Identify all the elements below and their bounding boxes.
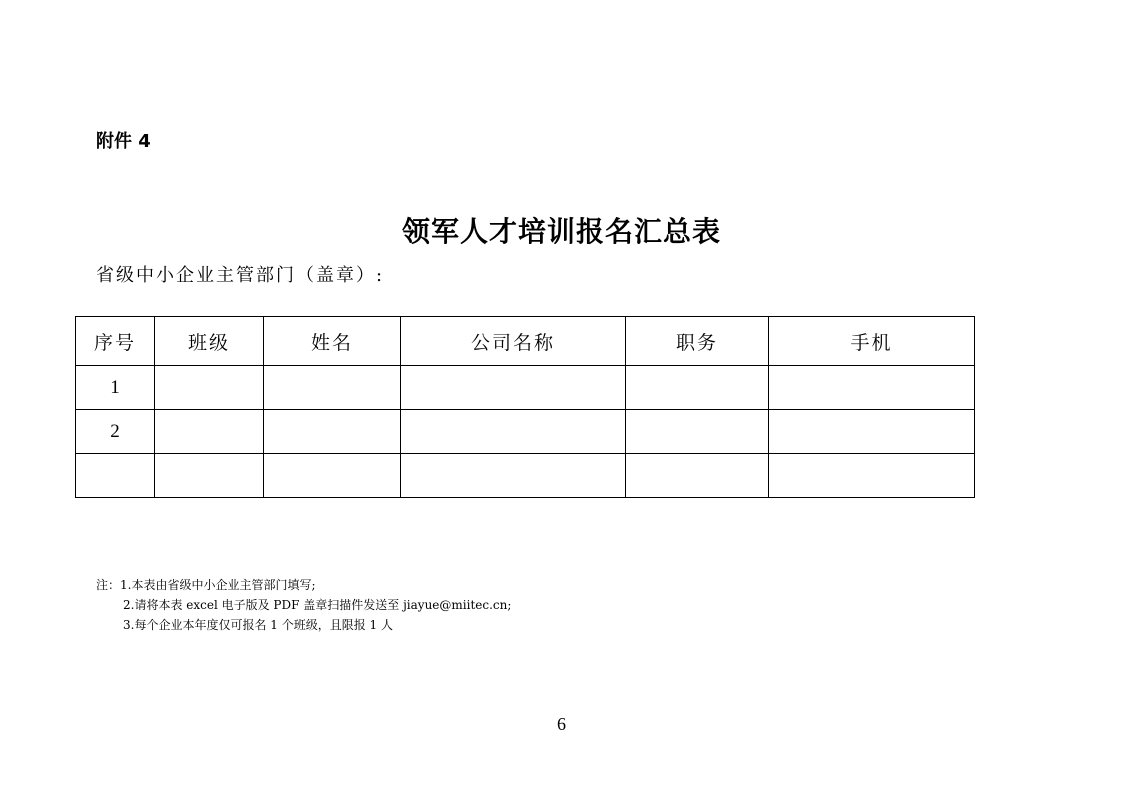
- header-name: 姓名: [264, 317, 401, 366]
- cell-class: [155, 410, 264, 454]
- cell-position: [626, 410, 769, 454]
- table-row: [76, 454, 975, 498]
- page-number: 6: [557, 714, 566, 734]
- header-serial-number: 序号: [76, 317, 155, 366]
- note-line: 3.每个企业本年度仅可报名 1 个班级，且限报 1 人: [123, 618, 393, 632]
- department-seal-line: 省级中小企业主管部门（盖章）:: [96, 265, 385, 286]
- note-line: 注：1.本表由省级中小企业主管部门填写;: [96, 578, 316, 592]
- document-title: 领军人才培训报名汇总表: [401, 215, 721, 248]
- cell-company-name: [401, 410, 626, 454]
- cell-name: [264, 366, 401, 410]
- cell-mobile: [769, 454, 975, 498]
- cell-class: [155, 454, 264, 498]
- cell-company-name: [401, 454, 626, 498]
- header-position: 职务: [626, 317, 769, 366]
- cell-serial-number: 2: [76, 410, 155, 454]
- table-header-row: [76, 317, 975, 366]
- cell-mobile: [769, 410, 975, 454]
- cell-serial-number: [76, 454, 155, 498]
- attachment-label: 附件 4: [96, 131, 151, 152]
- cell-position: [626, 366, 769, 410]
- registration-table: [75, 316, 975, 498]
- header-class: 班级: [155, 317, 264, 366]
- cell-name: [264, 454, 401, 498]
- table-row: [76, 366, 975, 410]
- header-mobile: 手机: [769, 317, 975, 366]
- cell-class: [155, 366, 264, 410]
- cell-position: [626, 454, 769, 498]
- table-row: [76, 410, 975, 454]
- cell-mobile: [769, 366, 975, 410]
- cell-serial-number: 1: [76, 366, 155, 410]
- notes-block: [96, 575, 511, 635]
- cell-name: [264, 410, 401, 454]
- header-company-name: 公司名称: [401, 317, 626, 366]
- note-line: 2.请将本表 excel 电子版及 PDF 盖章扫描件发送至 jiayue@miitec.cn;: [123, 598, 512, 612]
- cell-company-name: [401, 366, 626, 410]
